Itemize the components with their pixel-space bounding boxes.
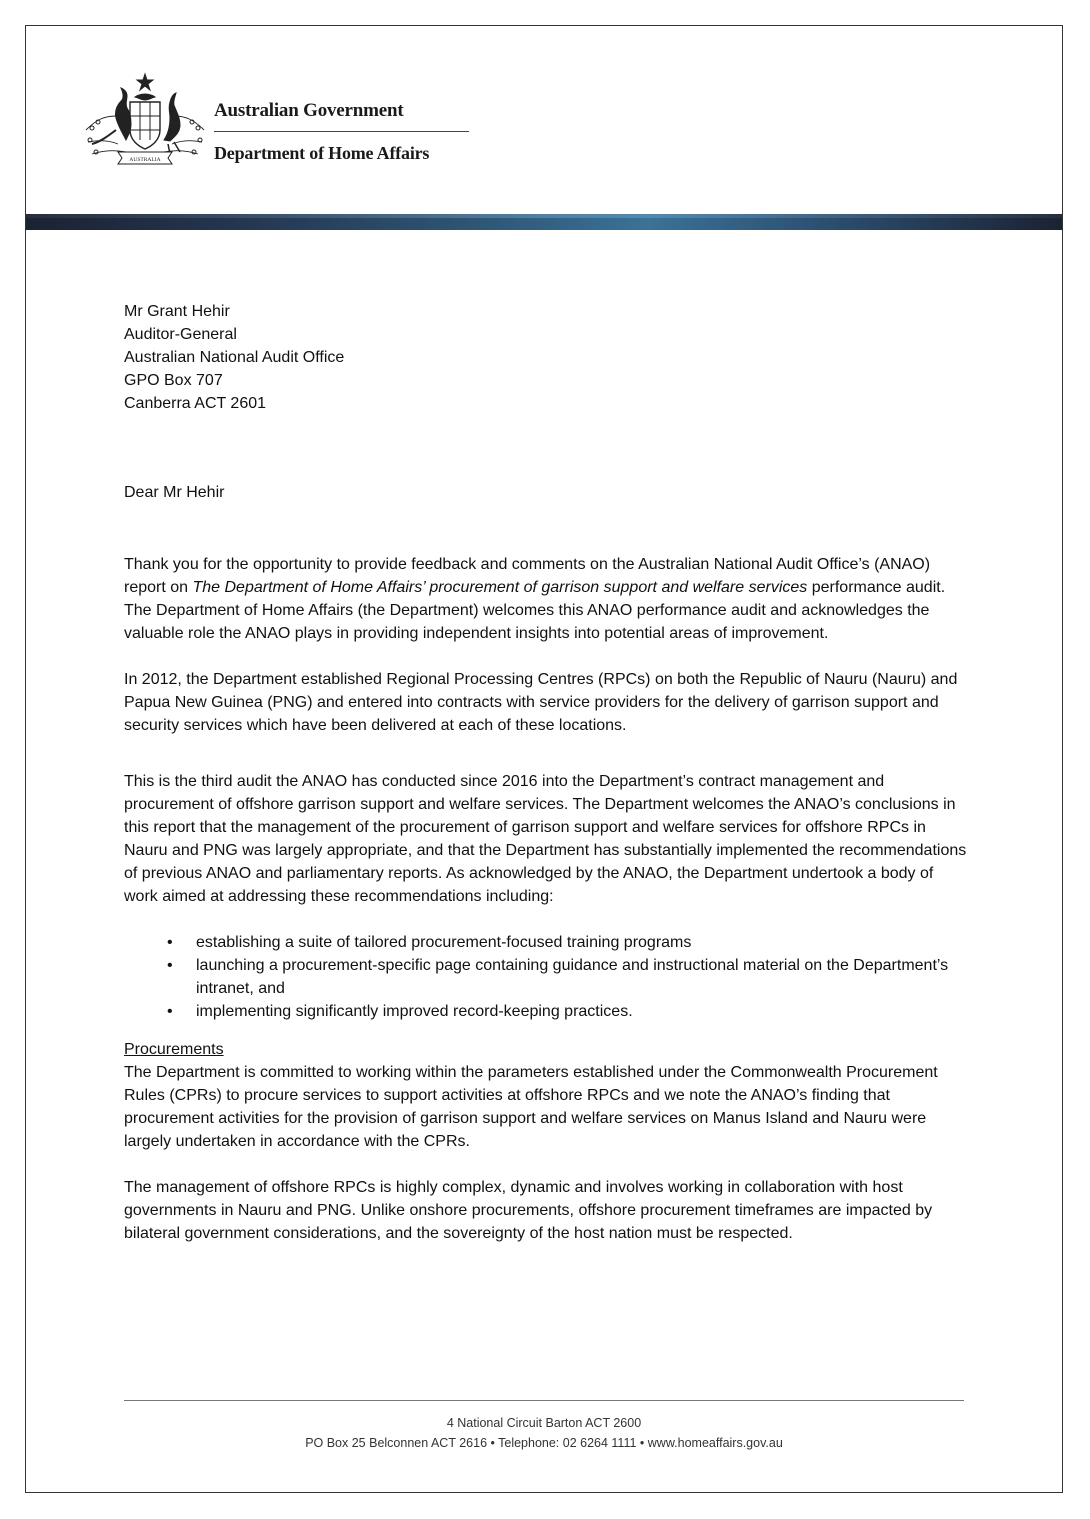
recipient-address bbox=[124, 300, 344, 415]
salutation: Dear Mr Hehir bbox=[124, 484, 225, 501]
paragraph-5: The management of offshore RPCs is highly complex, dynamic and involves working in collaboration with host governments in Nauru and PNG. Unlike onshore procurements, offshore procurement timeframes are impacted by bilateral government considerations, and the sovereignty of the host nation must be respected. bbox=[124, 1179, 933, 1242]
government-name: Australian Government bbox=[214, 100, 404, 121]
footer-divider bbox=[124, 1400, 964, 1401]
recommendations-list bbox=[124, 931, 969, 1023]
letterhead-divider bbox=[214, 131, 469, 132]
paragraph-3: This is the third audit the ANAO has conducted since 2016 into the Department’s contract management and procurement of offshore garrison support and welfare services. The Department welcomes the ANAO’s conclusions in this report that the management of the procurement of garrison support and welfare services for offshore RPCs in Nauru and PNG was largely appropriate, and that the Department has substantially implemented the recommendations of previous ANAO and parliamentary reports. As acknowledged by the ANAO, the Department undertook a body of work aimed at addressing these recommendations including: bbox=[124, 773, 967, 905]
footer bbox=[124, 1413, 964, 1453]
recipient-title: Auditor-General bbox=[124, 326, 237, 343]
svg-text:AUSTRALIA: AUSTRALIA bbox=[129, 157, 161, 163]
paragraph-1 bbox=[124, 553, 969, 645]
coat-of-arms-icon bbox=[82, 70, 208, 170]
recipient-organisation: Australian National Audit Office bbox=[124, 349, 345, 366]
paragraph-1-lead: Thank you for the opportunity to provide feedback and comments on the Australian National Audit Office’s (ANAO) report on bbox=[124, 556, 931, 596]
list-item: • implementing significantly improved record-keeping practices. bbox=[124, 1000, 969, 1023]
list-item: • launching a procurement-specific page containing guidance and instructional material on the Department’s intranet, and bbox=[124, 954, 969, 1000]
footer-contact-line: PO Box 25 Belconnen ACT 2616 • Telephone: 02 6264 1111 • www.homeaffairs.gov.au bbox=[305, 1436, 783, 1450]
paragraph-4: The Department is committed to working within the parameters established under the Commonwealth Procurement Rules (CPRs) to procure services to support activities at offshore RPCs and we note the ANAO’s finding that procurement activities for the provision of garrison support and welfare services on Manus Island and Nauru were largely undertaken in accordance with the CPRs. bbox=[124, 1064, 938, 1150]
footer-street-address: 4 National Circuit Barton ACT 2600 bbox=[446, 1416, 642, 1430]
list-item: • establishing a suite of tailored procurement-focused training programs bbox=[124, 931, 969, 954]
recipient-name: Mr Grant Hehir bbox=[124, 303, 230, 320]
paragraph-2: In 2012, the Department established Regional Processing Centres (RPCs) on both the Republic of Nauru (Nauru) and Papua New Guinea (PNG) and entered into contracts with service providers for the delivery of garrison support and security services which have been delivered at each of these locations. bbox=[124, 671, 958, 734]
department-name: Department of Home Affairs bbox=[214, 143, 430, 163]
paragraph-1-tail: performance audit. The Department of Home Affairs (the Department) welcomes this ANAO performance audit and acknowledges the valuable role the ANAO plays in providing independent insights into potential areas of improvement. bbox=[124, 579, 946, 642]
report-title: The Department of Home Affairs’ procurement of garrison support and welfare services bbox=[192, 579, 808, 596]
recipient-city: Canberra ACT 2601 bbox=[124, 395, 267, 412]
letter-body bbox=[124, 553, 969, 1245]
section-heading-procurements: Procurements bbox=[124, 1041, 224, 1058]
recipient-po-box: GPO Box 707 bbox=[124, 372, 223, 389]
letterhead-banner bbox=[26, 214, 1062, 230]
